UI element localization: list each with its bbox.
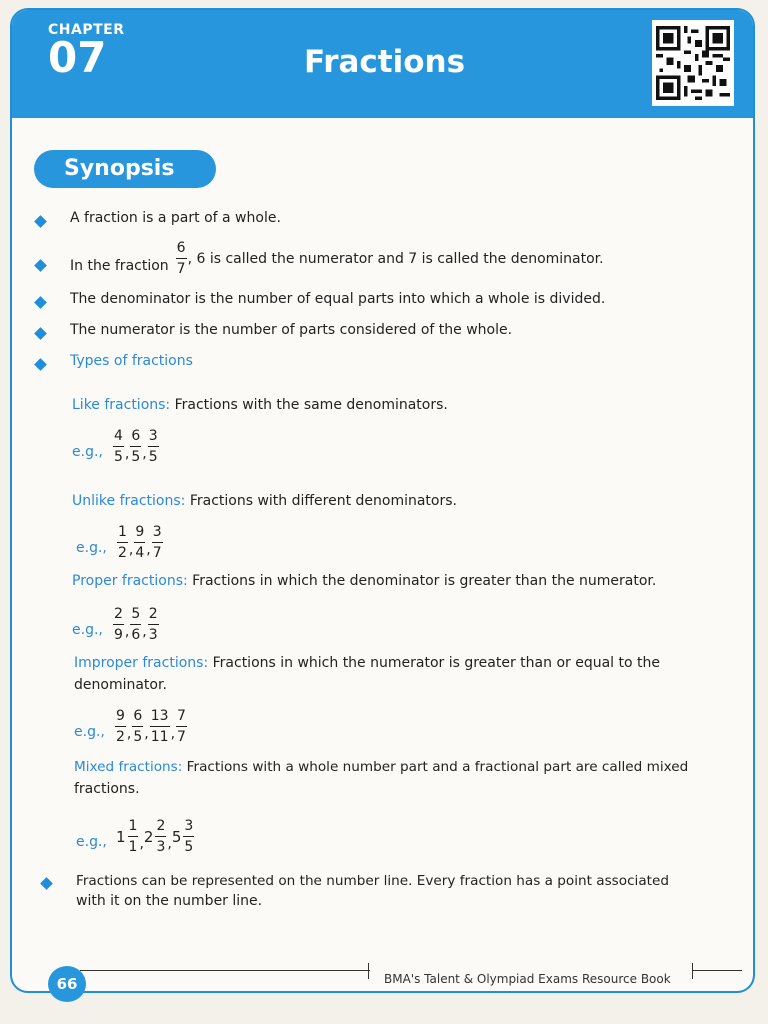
fraction-sentence (70, 240, 604, 277)
fraction (148, 428, 159, 465)
eg-label: e.g., (72, 444, 103, 460)
separator: , (128, 541, 134, 558)
fraction (134, 524, 145, 561)
unlike-fractions-term: Unlike fractions: (72, 493, 186, 509)
fraction (155, 818, 166, 855)
chapter-word: CHAPTER (48, 22, 125, 38)
proper-fractions-line (72, 572, 656, 591)
fraction (150, 708, 170, 745)
fraction-numerator: 9 (135, 524, 145, 540)
fraction-denominator: 9 (113, 624, 124, 643)
fraction-denominator: 5 (113, 446, 124, 465)
whole-part: 5 (171, 827, 182, 846)
fraction-numerator: 13 (150, 708, 169, 724)
fraction-numerator: 2 (114, 606, 123, 622)
fraction-denominator: 11 (150, 726, 170, 745)
fraction (152, 524, 163, 561)
fraction-denominator: 2 (117, 542, 128, 561)
fraction-numerator: 2 (156, 818, 166, 834)
fraction-numerator: 3 (184, 818, 194, 834)
like-fractions-examples (112, 428, 160, 465)
types-of-fractions-heading: Types of fractions (70, 353, 193, 369)
mixed-fractions-term: Mixed fractions: (74, 759, 183, 775)
fraction (115, 708, 126, 745)
fraction-denominator: 1 (128, 836, 139, 855)
fraction-numerator: 6 (176, 240, 186, 256)
separator: , (167, 835, 172, 852)
unlike-fractions-line (72, 492, 457, 511)
fraction (113, 606, 124, 643)
bullet-diamond-icon (34, 296, 47, 309)
improper-fractions-desc: Fractions in which the numerator is greater than or equal to the (208, 655, 660, 671)
bullet-diamond-icon (34, 215, 47, 228)
footer-rule (692, 970, 742, 971)
proper-fractions-desc: Fractions in which the denominator is greater than the numerator. (187, 573, 657, 589)
chapter-number: 07 (48, 33, 107, 82)
like-fractions-line (72, 396, 448, 415)
mixed-fractions-desc: Fractions with a whole number part and a fractional part are called mixed (182, 759, 689, 775)
whole-part: 2 (143, 827, 154, 846)
fraction-denominator: 5 (183, 836, 194, 855)
fraction (128, 818, 139, 855)
like-fractions-term: Like fractions: (72, 397, 171, 413)
proper-fractions-term: Proper fractions: (72, 573, 188, 589)
mixed-fractions-line (74, 758, 688, 777)
fraction (176, 240, 187, 277)
fraction (130, 428, 141, 465)
footer-book-title: BMA's Talent & Olympiad Exams Resource Book (384, 972, 671, 986)
fraction-denominator: 2 (115, 726, 126, 745)
fraction-denominator: 5 (148, 446, 159, 465)
fraction (113, 428, 124, 465)
fraction-numerator: 2 (148, 606, 158, 622)
fraction (132, 708, 143, 745)
improper-fractions-examples (114, 708, 188, 745)
fraction (148, 606, 159, 643)
fraction (117, 524, 128, 561)
improper-fractions-term: Improper fractions: (74, 655, 209, 671)
fraction-numerator: 6 (131, 428, 141, 444)
fraction-numerator: 1 (128, 818, 138, 834)
page (10, 8, 755, 993)
number-line-text-1: Fractions can be represented on the number line. Every fraction has a point associated (76, 873, 669, 889)
fraction-numerator: 5 (131, 606, 141, 622)
fraction-numerator: 3 (148, 428, 158, 444)
fraction-sentence-prefix: In the fraction (70, 257, 169, 274)
eg-label: e.g., (72, 622, 103, 638)
separator: , (126, 725, 132, 742)
eg-label: e.g., (74, 724, 105, 740)
fraction-numerator: 3 (152, 524, 162, 540)
fraction-denominator: 6 (130, 624, 141, 643)
fraction-numerator: 9 (116, 708, 125, 724)
mixed-fractions-examples (116, 818, 195, 855)
separator: , (146, 541, 151, 558)
separator: , (142, 445, 147, 462)
eg-label: e.g., (76, 540, 107, 556)
synopsis-label: Synopsis (34, 150, 216, 188)
fraction-denominator: 5 (130, 446, 141, 465)
fraction-numerator: 4 (114, 428, 123, 444)
footer-rule-tick (692, 963, 693, 979)
unlike-fractions-desc: Fractions with different denominators. (185, 493, 457, 509)
fraction (176, 708, 187, 745)
fraction-denominator: 5 (132, 726, 143, 745)
separator: , (124, 445, 130, 462)
page-number: 66 (48, 966, 86, 1002)
bullet-diamond-icon (34, 259, 47, 272)
mixed-fractions-desc-cont: fractions. (74, 781, 140, 797)
fraction (183, 818, 194, 855)
fraction-numerator: 7 (177, 708, 186, 724)
qr-code-icon[interactable] (652, 20, 734, 106)
footer-rule-tick (368, 963, 369, 979)
whole-part: 1 (116, 827, 126, 846)
bullet-diamond-icon (34, 358, 47, 371)
fraction-numerator: 6 (133, 708, 143, 724)
eg-label: e.g., (76, 834, 107, 850)
proper-fractions-examples (112, 606, 160, 643)
separator: , (124, 623, 130, 640)
unlike-fractions-examples (116, 524, 164, 561)
chapter-header (12, 10, 753, 118)
fraction-numerator: 1 (118, 524, 127, 540)
bullet-text: The numerator is the number of parts considered of the whole. (70, 322, 513, 338)
number-line-text-2: with it on the number line. (76, 893, 263, 909)
fraction-denominator: 3 (155, 836, 166, 855)
separator: , (142, 623, 147, 640)
bullet-text: The denominator is the number of equal parts into which a whole is divided. (70, 291, 606, 307)
improper-fractions-line (74, 654, 660, 673)
improper-fractions-desc-cont: denominator. (74, 677, 167, 693)
bullet-diamond-icon (34, 327, 47, 340)
separator: , (144, 725, 149, 742)
fraction-denominator: 7 (176, 258, 187, 277)
bullet-diamond-icon (40, 877, 53, 890)
chapter-title: Fractions (304, 44, 466, 80)
fraction-denominator: 3 (148, 624, 159, 643)
footer-rule (80, 970, 370, 971)
fraction-denominator: 4 (134, 542, 145, 561)
fraction-denominator: 7 (176, 726, 187, 745)
separator: , (139, 835, 144, 852)
separator: , (170, 725, 176, 742)
bullet-text: A fraction is a part of a whole. (70, 210, 281, 226)
fraction (130, 606, 141, 643)
fraction-sentence-suffix: , 6 is called the numerator and 7 is called the denominator. (187, 250, 604, 267)
fraction-denominator: 7 (152, 542, 163, 561)
like-fractions-desc: Fractions with the same denominators. (170, 397, 448, 413)
